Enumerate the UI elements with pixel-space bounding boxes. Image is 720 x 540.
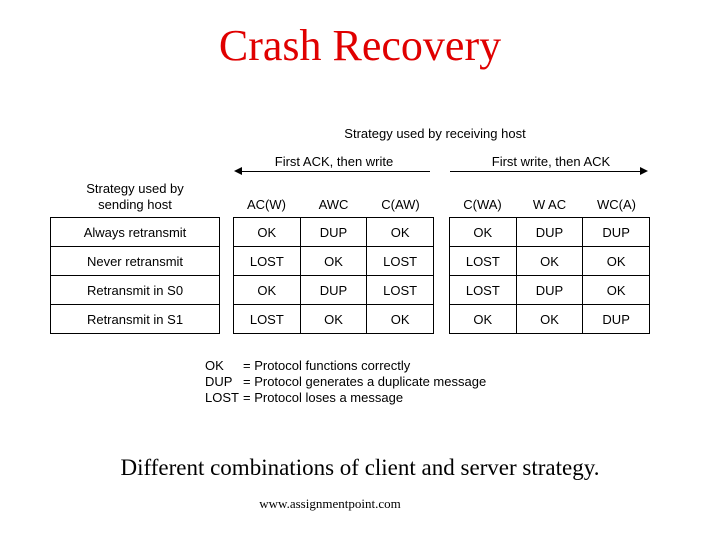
sending-host-line1: Strategy used by	[86, 181, 184, 196]
legend-key: DUP	[205, 374, 233, 389]
result-cell: LOST	[367, 247, 434, 276]
result-cell: OK	[583, 276, 650, 305]
sending-host-line2: sending host	[98, 197, 172, 212]
table-row	[51, 247, 220, 276]
slide-title: Crash Recovery	[218, 21, 502, 70]
table-row	[450, 305, 650, 334]
legend-key: OK	[205, 358, 224, 373]
group-left-arrow-line	[241, 171, 430, 172]
sending-host-header	[70, 181, 200, 213]
row-label: Retransmit in S1	[51, 305, 220, 334]
table-row	[51, 276, 220, 305]
result-cell: OK	[300, 247, 367, 276]
table-row	[234, 247, 434, 276]
result-cell: DUP	[516, 218, 583, 247]
result-cell: OK	[583, 247, 650, 276]
table-row	[51, 218, 220, 247]
arrow-right-icon	[640, 167, 648, 175]
column-header: AC(W)	[247, 197, 286, 212]
legend-item	[205, 358, 486, 374]
table-row	[51, 305, 220, 334]
column-header: WC(A)	[597, 197, 636, 212]
result-cell: LOST	[367, 276, 434, 305]
row-label: Retransmit in S0	[51, 276, 220, 305]
column-header: AWC	[318, 197, 349, 212]
table-row	[450, 276, 650, 305]
group-left-label: First ACK, then write	[262, 154, 406, 170]
column-header: W AC	[532, 197, 567, 212]
result-cell: DUP	[516, 276, 583, 305]
result-cell: DUP	[583, 305, 650, 334]
legend-key: LOST	[205, 390, 239, 405]
table-row	[234, 305, 434, 334]
group-right-label: First write, then ACK	[478, 154, 624, 170]
result-cell: OK	[516, 305, 583, 334]
result-cell: OK	[450, 218, 517, 247]
ack-then-write-table	[233, 217, 434, 334]
result-cell: OK	[367, 218, 434, 247]
result-cell: OK	[516, 247, 583, 276]
result-cell: OK	[367, 305, 434, 334]
result-cell: LOST	[234, 247, 301, 276]
column-header: C(AW)	[381, 197, 420, 212]
row-label-table	[50, 217, 220, 334]
result-cell: LOST	[450, 247, 517, 276]
result-cell: OK	[450, 305, 517, 334]
footer-url: www.assignmentpoint.com	[259, 496, 401, 511]
group-right-arrow-line	[450, 171, 640, 172]
result-cell: OK	[300, 305, 367, 334]
legend-desc: = Protocol generates a duplicate message	[243, 374, 487, 389]
table-row	[450, 247, 650, 276]
write-then-ack-table	[449, 217, 650, 334]
legend-desc: = Protocol loses a message	[243, 390, 404, 405]
row-label: Never retransmit	[51, 247, 220, 276]
result-cell: OK	[234, 218, 301, 247]
column-header: C(WA)	[463, 197, 502, 212]
receiving-host-header: Strategy used by receiving host	[344, 126, 526, 141]
table-row	[234, 218, 434, 247]
row-label: Always retransmit	[51, 218, 220, 247]
result-cell: DUP	[300, 276, 367, 305]
table-row	[450, 218, 650, 247]
legend-item	[205, 390, 486, 406]
result-cell: LOST	[450, 276, 517, 305]
legend-item	[205, 374, 486, 390]
result-cell: DUP	[583, 218, 650, 247]
legend	[205, 358, 486, 406]
result-cell: OK	[234, 276, 301, 305]
result-cell: LOST	[234, 305, 301, 334]
legend-desc: = Protocol functions correctly	[243, 358, 411, 373]
slide-caption: Different combinations of client and server strategy.	[120, 455, 600, 480]
result-cell: DUP	[300, 218, 367, 247]
table-row	[234, 276, 434, 305]
